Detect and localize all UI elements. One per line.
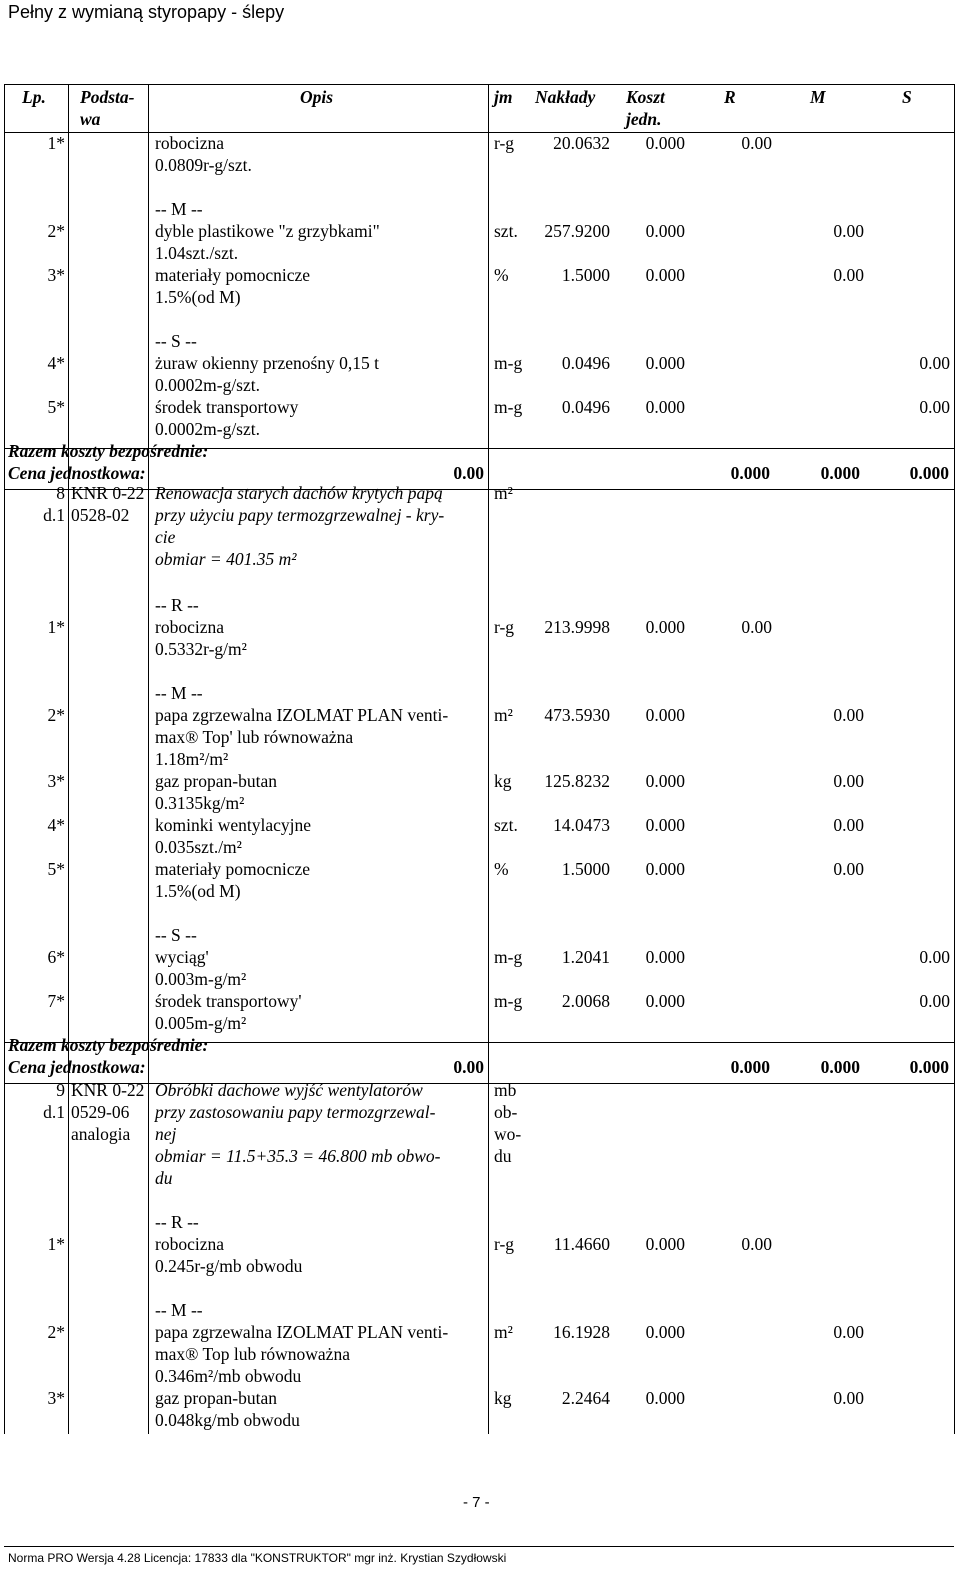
item-description: 0.003m-g/m² (155, 969, 247, 989)
item-description: 0.035szt./m² (155, 837, 242, 857)
item-quantity: 11.4660 (553, 1234, 610, 1254)
item-unit-cost: 0.000 (645, 1234, 685, 1254)
position-description: obmiar = 11.5+35.3 = 46.800 mb obwo- (155, 1146, 441, 1166)
position-basis: 0528-02 (71, 505, 130, 525)
item-description: 0.048kg/mb obwodu (155, 1410, 300, 1430)
item-quantity: 213.9998 (544, 617, 610, 637)
item-description: materiały pomocnicze (155, 265, 310, 285)
item-unit: szt. (494, 221, 518, 241)
item-description: 0.0002m-g/szt. (155, 375, 260, 395)
position-description: du (155, 1168, 173, 1188)
summary-equipment-total: 0.000 (909, 463, 949, 483)
summary-unit-price-label: Cena jednostkowa: (8, 1057, 146, 1077)
item-description: 1.18m²/m² (155, 749, 229, 769)
item-description: 0.3135kg/m² (155, 793, 245, 813)
item-quantity: 20.0632 (553, 133, 610, 153)
header-jm: jm (494, 87, 513, 107)
item-quantity: 1.5000 (561, 859, 610, 879)
position-description: przy zastosowaniu papy termozgrzewal- (155, 1102, 436, 1122)
item-material-cost: 0.00 (833, 705, 864, 725)
summary-labor-total: 0.000 (730, 463, 770, 483)
item-unit: kg (494, 771, 512, 791)
item-number: 1* (47, 1234, 65, 1254)
item-description: -- M -- (155, 199, 203, 219)
item-description: 1.5%(od M) (155, 287, 241, 307)
item-description: 0.005m-g/m² (155, 1013, 247, 1033)
item-number: 2* (47, 221, 65, 241)
summary-unit-price-label: Cena jednostkowa: (8, 463, 146, 483)
summary-unit-price-total: 0.00 (453, 1057, 484, 1077)
position-description: obmiar = 401.35 m² (155, 549, 297, 569)
header-lp: Lp. (22, 87, 46, 107)
header-top-rule (4, 84, 954, 85)
item-number: 2* (47, 1322, 65, 1342)
item-equipment-cost: 0.00 (919, 397, 950, 417)
item-number: 4* (47, 353, 65, 373)
header-s: S (902, 87, 912, 107)
position-number: d.1 (43, 505, 65, 525)
item-unit: kg (494, 1388, 512, 1408)
item-quantity: 16.1928 (553, 1322, 610, 1342)
item-number: 4* (47, 815, 65, 835)
item-description: gaz propan-butan (155, 771, 277, 791)
position-unit: wo- (494, 1124, 522, 1144)
item-description: wyciąg' (155, 947, 209, 967)
item-unit-cost: 0.000 (645, 221, 685, 241)
item-unit-cost: 0.000 (645, 397, 685, 417)
header-r: R (724, 87, 736, 107)
item-description: żuraw okienny przenośny 0,15 t (155, 353, 380, 373)
item-number: 3* (47, 771, 65, 791)
item-number: 7* (47, 991, 65, 1011)
summary-material-total: 0.000 (820, 463, 860, 483)
item-quantity: 0.0496 (561, 397, 610, 417)
position-description: Obróbki dachowe wyjść wentylatorów (155, 1080, 423, 1100)
header-naklady: Nakłady (535, 87, 596, 107)
item-material-cost: 0.00 (833, 859, 864, 879)
item-material-cost: 0.00 (833, 1322, 864, 1342)
item-number: 5* (47, 859, 65, 879)
item-description: 1.04szt./szt. (155, 243, 239, 263)
summary-equipment-total: 0.000 (909, 1057, 949, 1077)
item-quantity: 2.2464 (561, 1388, 610, 1408)
item-unit: m-g (494, 397, 523, 417)
item-unit: m-g (494, 991, 523, 1011)
position-basis: KNR 0-22 (71, 483, 145, 503)
header-bottom-rule (4, 132, 954, 133)
position-description: przy użyciu papy termozgrzewalnej - kry- (155, 505, 445, 525)
item-material-cost: 0.00 (833, 1388, 864, 1408)
item-labor-cost: 0.00 (741, 617, 772, 637)
item-description: 0.0002m-g/szt. (155, 419, 260, 439)
item-material-cost: 0.00 (833, 815, 864, 835)
item-description: -- R -- (155, 595, 199, 615)
item-unit-cost: 0.000 (645, 947, 685, 967)
item-unit: m-g (494, 947, 523, 967)
item-description: 0.5332r-g/m² (155, 639, 247, 659)
item-labor-cost: 0.00 (741, 133, 772, 153)
item-number: 3* (47, 1388, 65, 1408)
item-description: materiały pomocnicze (155, 859, 310, 879)
position-basis: analogia (71, 1124, 131, 1144)
item-unit-cost: 0.000 (645, 705, 685, 725)
item-description: papa zgrzewalna IZOLMAT PLAN venti- (155, 705, 449, 725)
header-podstawa: Podsta- wa (80, 87, 135, 129)
position-description: Renowacja starych dachów krytych papą (155, 483, 443, 503)
item-number: 6* (47, 947, 65, 967)
position-basis: 0529-06 (71, 1102, 130, 1122)
item-unit-cost: 0.000 (645, 133, 685, 153)
item-description: -- M -- (155, 683, 203, 703)
grid-line-lp (68, 84, 69, 1434)
item-unit-cost: 0.000 (645, 1322, 685, 1342)
item-number: 3* (47, 265, 65, 285)
item-unit: m-g (494, 353, 523, 373)
position-number: d.1 (43, 1102, 65, 1122)
item-material-cost: 0.00 (833, 221, 864, 241)
item-unit: r-g (494, 133, 515, 153)
item-quantity: 14.0473 (553, 815, 610, 835)
position-description: cie (155, 527, 176, 547)
item-description: 1.5%(od M) (155, 881, 241, 901)
page-number: - 7 - (463, 1494, 490, 1511)
item-quantity: 125.8232 (544, 771, 610, 791)
summary-direct-costs-label: Razem koszty bezpośrednie: (8, 441, 209, 461)
position-number: 9 (56, 1080, 65, 1100)
item-description: -- R -- (155, 1212, 199, 1232)
item-quantity: 0.0496 (561, 353, 610, 373)
summary-unit-price-total: 0.00 (453, 463, 484, 483)
position-unit: ob- (494, 1102, 518, 1122)
item-unit-cost: 0.000 (645, 1388, 685, 1408)
item-description: papa zgrzewalna IZOLMAT PLAN venti- (155, 1322, 449, 1342)
item-description: robocizna (155, 617, 224, 637)
item-description: -- S -- (155, 331, 197, 351)
item-description: 0.0809r-g/szt. (155, 155, 252, 175)
grid-line-left (4, 84, 5, 1434)
position-unit: m² (494, 483, 513, 503)
item-description: max® Top lub równoważna (155, 1344, 350, 1364)
item-description: -- M -- (155, 1300, 203, 1320)
position-description: nej (155, 1124, 177, 1144)
item-unit: % (494, 859, 509, 879)
item-unit: r-g (494, 617, 515, 637)
item-number: 1* (47, 133, 65, 153)
item-quantity: 2.0068 (561, 991, 610, 1011)
item-unit: m² (494, 1322, 513, 1342)
item-quantity: 1.2041 (561, 947, 610, 967)
item-material-cost: 0.00 (833, 265, 864, 285)
item-description: dyble plastikowe "z grzybkami" (155, 221, 380, 241)
position-unit: du (494, 1146, 512, 1166)
item-description: gaz propan-butan (155, 1388, 277, 1408)
item-number: 1* (47, 617, 65, 637)
grid-line-podstawa (148, 84, 149, 1434)
item-quantity: 473.5930 (544, 705, 610, 725)
item-unit: % (494, 265, 509, 285)
item-description: -- S -- (155, 925, 197, 945)
summary-material-total: 0.000 (820, 1057, 860, 1077)
summary-rule (4, 1083, 954, 1084)
position-number: 8 (56, 483, 65, 503)
item-description: 0.346m²/mb obwodu (155, 1366, 302, 1386)
summary-labor-total: 0.000 (730, 1057, 770, 1077)
item-unit: szt. (494, 815, 518, 835)
page-title: Pełny z wymianą styropapy - ślepy (8, 2, 285, 22)
header-koszt: Koszt jedn. (626, 87, 665, 129)
item-description: robocizna (155, 1234, 224, 1254)
item-description: 0.245r-g/mb obwodu (155, 1256, 303, 1276)
item-unit-cost: 0.000 (645, 265, 685, 285)
item-unit-cost: 0.000 (645, 815, 685, 835)
item-unit: m² (494, 705, 513, 725)
item-description: środek transportowy (155, 397, 299, 417)
item-unit-cost: 0.000 (645, 991, 685, 1011)
item-description: środek transportowy' (155, 991, 302, 1011)
header-opis: Opis (300, 87, 334, 107)
summary-direct-costs-label: Razem koszty bezpośrednie: (8, 1035, 209, 1055)
item-unit-cost: 0.000 (645, 859, 685, 879)
item-unit-cost: 0.000 (645, 771, 685, 791)
footer-text: Norma PRO Wersja 4.28 Licencja: 17833 dla "KONSTRUKTOR" mgr inż. Krystian Szydłowski (8, 1551, 507, 1565)
item-description: kominki wentylacyjne (155, 815, 312, 835)
item-labor-cost: 0.00 (741, 1234, 772, 1254)
item-equipment-cost: 0.00 (919, 353, 950, 373)
item-unit-cost: 0.000 (645, 617, 685, 637)
item-quantity: 1.5000 (561, 265, 610, 285)
item-quantity: 257.9200 (544, 221, 610, 241)
item-equipment-cost: 0.00 (919, 991, 950, 1011)
grid-line-right (954, 84, 955, 1434)
item-equipment-cost: 0.00 (919, 947, 950, 967)
item-number: 2* (47, 705, 65, 725)
item-number: 5* (47, 397, 65, 417)
position-basis: KNR 0-22 (71, 1080, 145, 1100)
header-m: M (810, 87, 826, 107)
item-description: robocizna (155, 133, 224, 153)
position-unit: mb (494, 1080, 517, 1100)
grid-line-opis (488, 84, 489, 1434)
footer-rule (4, 1546, 954, 1547)
item-unit-cost: 0.000 (645, 353, 685, 373)
summary-rule (4, 489, 954, 490)
item-material-cost: 0.00 (833, 771, 864, 791)
item-unit: r-g (494, 1234, 515, 1254)
item-description: max® Top' lub równoważna (155, 727, 354, 747)
